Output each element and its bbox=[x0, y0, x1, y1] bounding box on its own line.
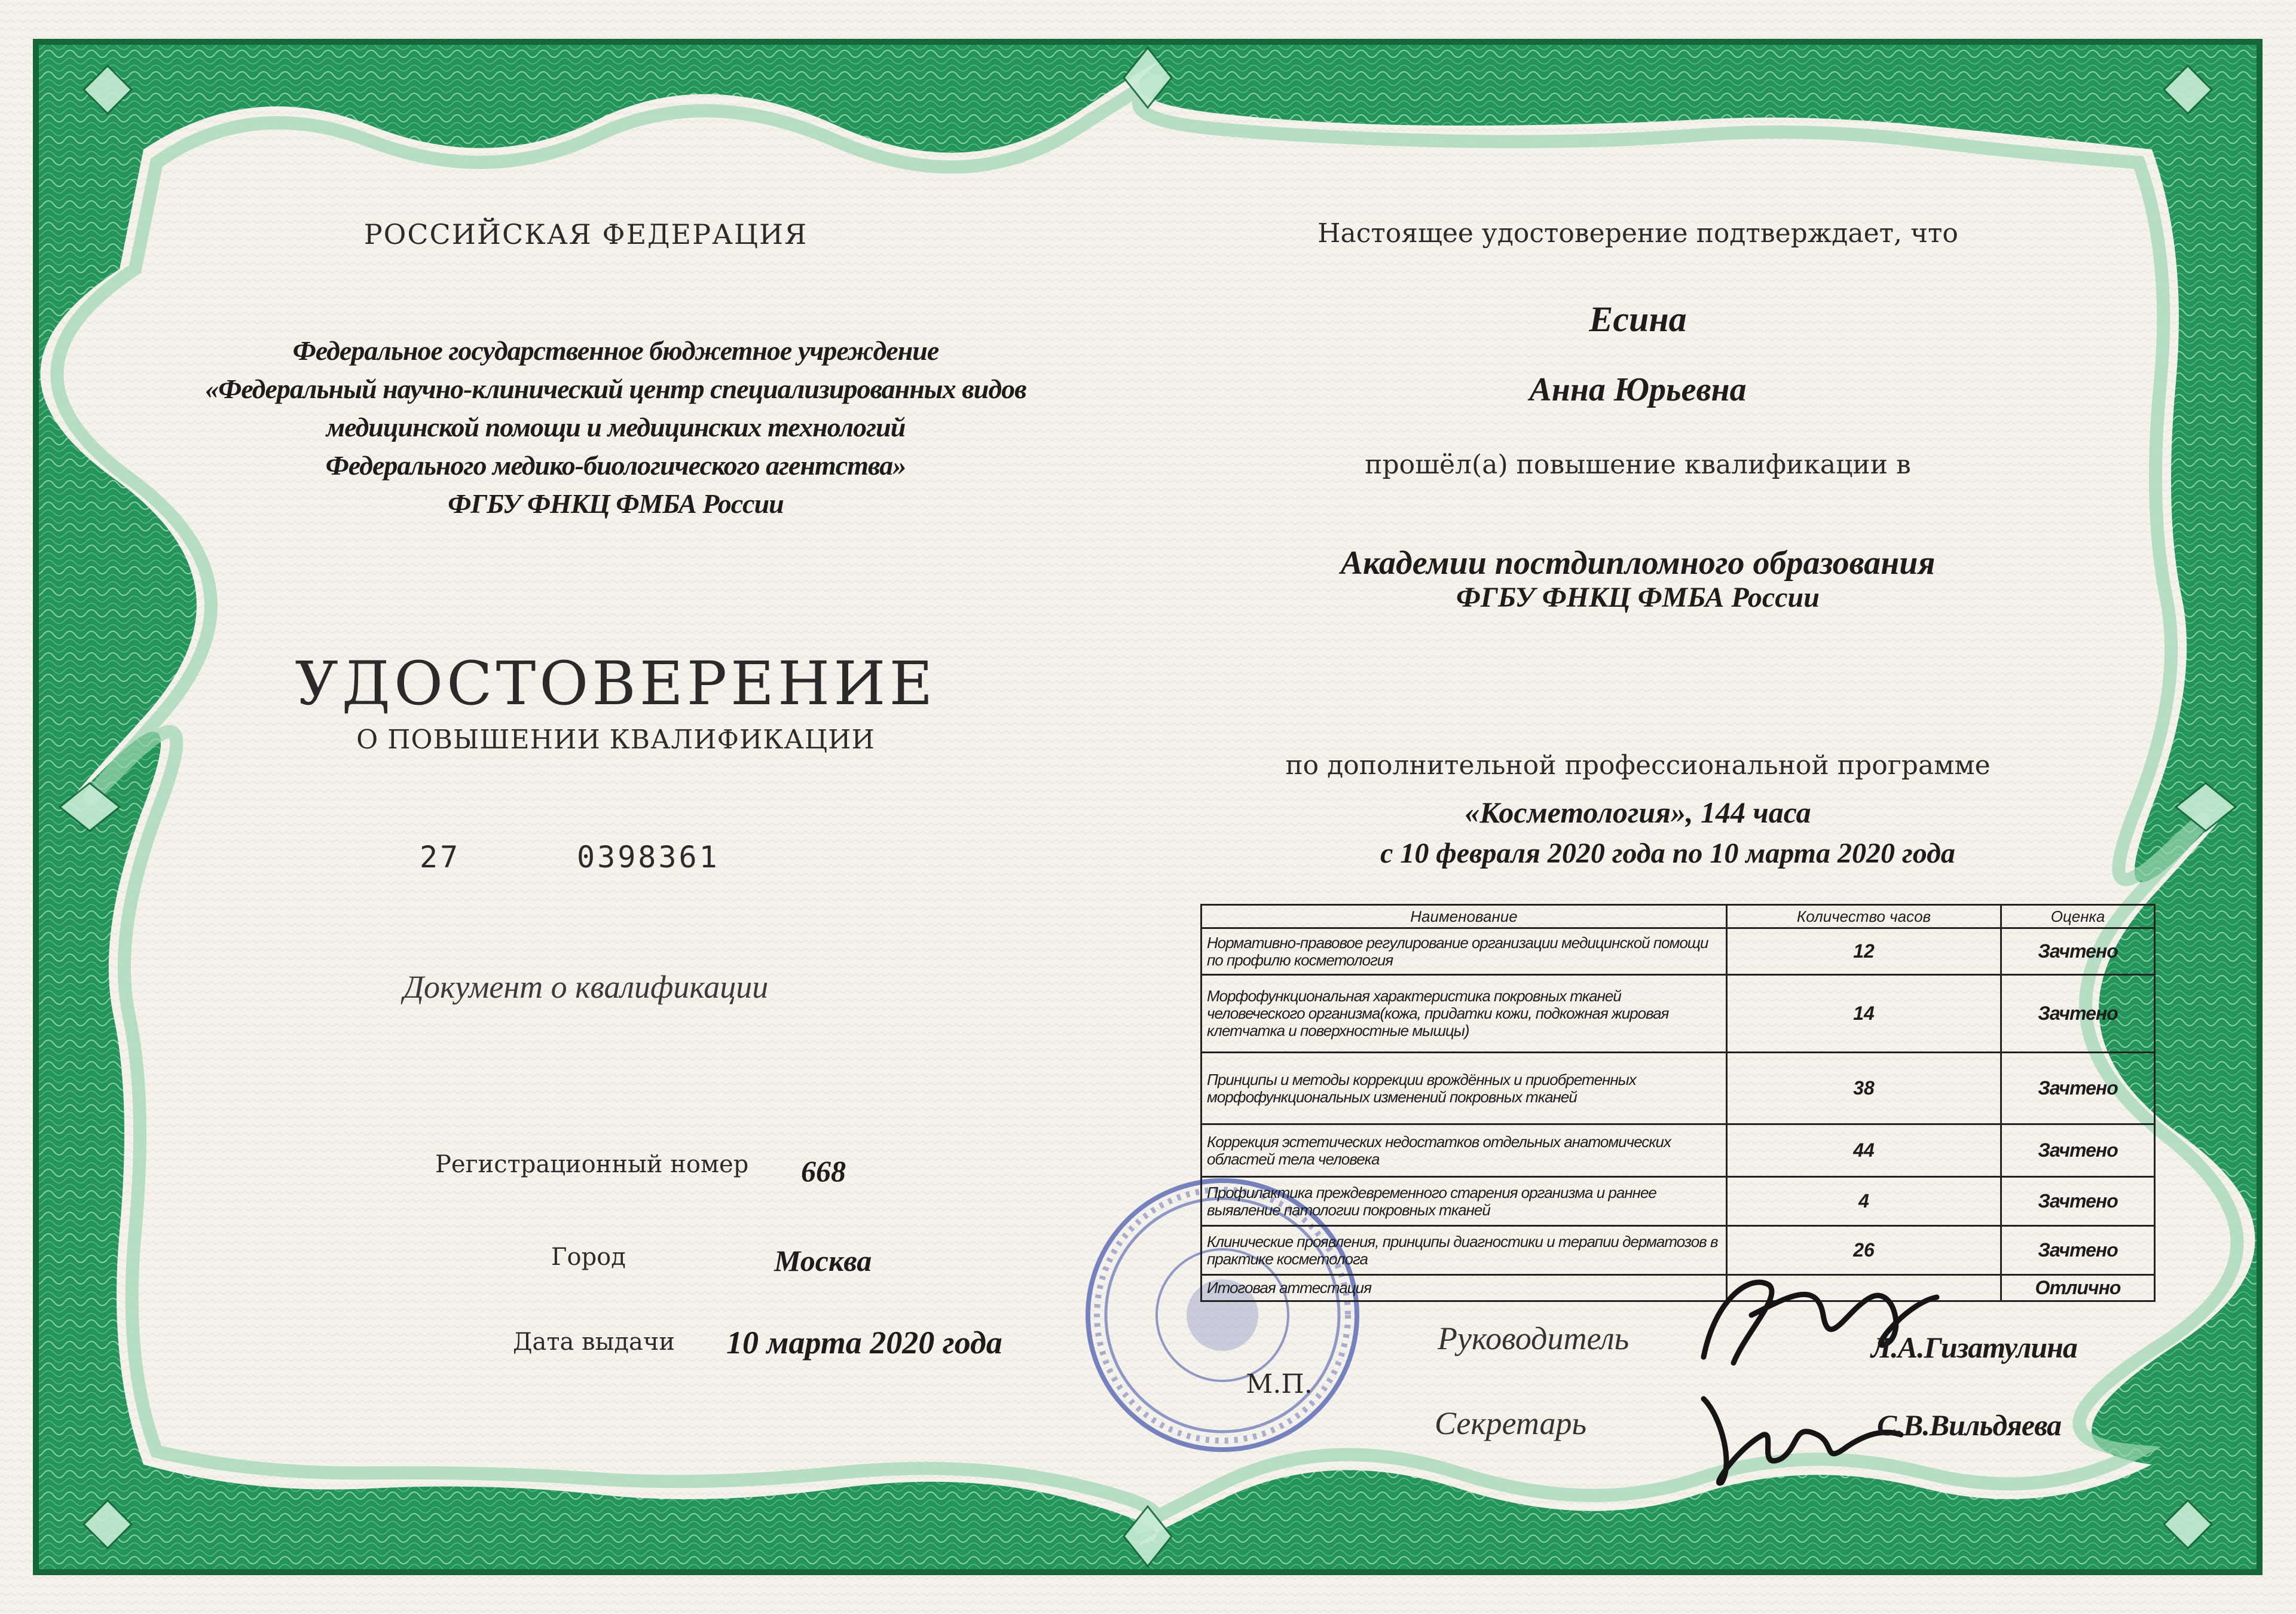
column-header-name: Наименование bbox=[1201, 905, 1727, 928]
table-row bbox=[1201, 975, 2155, 1053]
subject-name: Итоговая аттестация bbox=[1201, 1275, 1727, 1301]
academy-org: ФГБУ ФНКЦ ФМБА России bbox=[1456, 582, 1820, 613]
city-label: Город bbox=[551, 1243, 626, 1271]
subject-grade: Зачтено bbox=[2001, 975, 2155, 1053]
document-title: УДОСТОВЕРЕНИЕ bbox=[295, 649, 937, 719]
subject-grade: Зачтено bbox=[2001, 928, 2155, 975]
issue-date-value: 10 марта 2020 года bbox=[726, 1325, 1002, 1361]
program-period: с 10 февраля 2020 года по 10 марта 2020 года bbox=[1380, 837, 1955, 869]
head-label: Руководитель bbox=[1438, 1320, 1629, 1356]
table-row bbox=[1201, 1226, 2155, 1275]
document-type: Документ о квалификации bbox=[403, 969, 769, 1005]
subjects-table bbox=[1200, 904, 2156, 1302]
country-heading: РОССИЙСКАЯ ФЕДЕРАЦИЯ bbox=[363, 218, 808, 250]
issuer-line: медицинской помощи и медицинских технологий bbox=[326, 412, 906, 442]
secretary-label: Секретарь bbox=[1435, 1405, 1587, 1441]
document-number: 0398361 bbox=[577, 840, 720, 875]
issuer-line: Федерального медико-биологического агентства» bbox=[325, 450, 906, 481]
subject-grade: Зачтено bbox=[2001, 1053, 2155, 1124]
table-row bbox=[1201, 1053, 2155, 1124]
issuer-block bbox=[167, 332, 1064, 523]
column-header-grade: Оценка bbox=[2001, 905, 2155, 928]
subject-hours: 38 bbox=[1727, 1053, 2001, 1124]
registration-label: Регистрационный номер bbox=[435, 1151, 749, 1178]
table-header-row bbox=[1201, 905, 2155, 928]
registration-value: 668 bbox=[801, 1154, 846, 1188]
subject-name: Нормативно-правовое регулирование организации медицинской помощи по профилю косметология bbox=[1201, 928, 1727, 975]
subject-hours: 26 bbox=[1727, 1226, 2001, 1275]
table-row bbox=[1201, 1124, 2155, 1177]
subject-name: Клинические проявления, принципы диагностики и терапии дерматозов в практике косметолога bbox=[1201, 1226, 1727, 1275]
secretary-name: С.В.Вильдяева bbox=[1877, 1408, 2062, 1442]
subject-name: Морфофункциональная характеристика покровных тканей человеческого организма(кожа, придатки кожи, подкожная жировая клетчатка и поверхностные мышцы) bbox=[1201, 975, 1727, 1053]
program-name: «Косметология», 144 часа bbox=[1465, 796, 1811, 829]
subject-hours: 12 bbox=[1727, 928, 2001, 975]
subject-hours: 14 bbox=[1727, 975, 2001, 1053]
issue-date-label: Дата выдачи bbox=[513, 1328, 675, 1356]
confirmation-intro: Настоящее удостоверение подтверждает, что bbox=[1317, 218, 1958, 249]
issuer-line: «Федеральный научно-клинический центр специализированных видов bbox=[205, 374, 1026, 404]
subject-grade: Зачтено bbox=[2001, 1177, 2155, 1226]
column-header-hours: Количество часов bbox=[1727, 905, 2001, 928]
table-row bbox=[1201, 928, 2155, 975]
head-name: Л.А.Гизатулина bbox=[1871, 1331, 2077, 1364]
holder-surname: Есина bbox=[1589, 299, 1687, 339]
passed-statement: прошёл(а) повышение квалификации в bbox=[1365, 450, 1911, 480]
subject-grade: Зачтено bbox=[2001, 1226, 2155, 1275]
subject-grade: Отлично bbox=[2001, 1275, 2155, 1301]
table-row bbox=[1201, 1177, 2155, 1226]
issuer-line: Федеральное государственное бюджетное учреждение bbox=[292, 335, 939, 366]
holder-given-names: Анна Юрьевна bbox=[1529, 371, 1747, 408]
table-row bbox=[1201, 1275, 2155, 1301]
document-subtitle: О ПОВЫШЕНИИ КВАЛИФИКАЦИИ bbox=[356, 725, 875, 755]
subject-grade: Зачтено bbox=[2001, 1124, 2155, 1177]
issuer-line: ФГБУ ФНКЦ ФМБА России bbox=[448, 488, 784, 519]
subject-hours: 44 bbox=[1727, 1124, 2001, 1177]
seal-place-mark: М.П. bbox=[1246, 1369, 1313, 1399]
academy-name: Академии постдипломного образования bbox=[1340, 545, 1936, 582]
subject-name: Принципы и методы коррекции врождённых и приобретенных морфофункциональных изменений покровных тканей bbox=[1201, 1053, 1727, 1124]
series-number: 27 bbox=[420, 840, 461, 875]
subject-name: Профилактика преждевременного старения организма и раннее выявление патологии покровных тканей bbox=[1201, 1177, 1727, 1226]
city-value: Москва bbox=[774, 1244, 872, 1277]
subject-hours: 4 bbox=[1727, 1177, 2001, 1226]
subject-name: Коррекция эстетических недостатков отдельных анатомических областей тела человека bbox=[1201, 1124, 1727, 1177]
program-intro: по дополнительной профессиональной программе bbox=[1285, 750, 1991, 781]
